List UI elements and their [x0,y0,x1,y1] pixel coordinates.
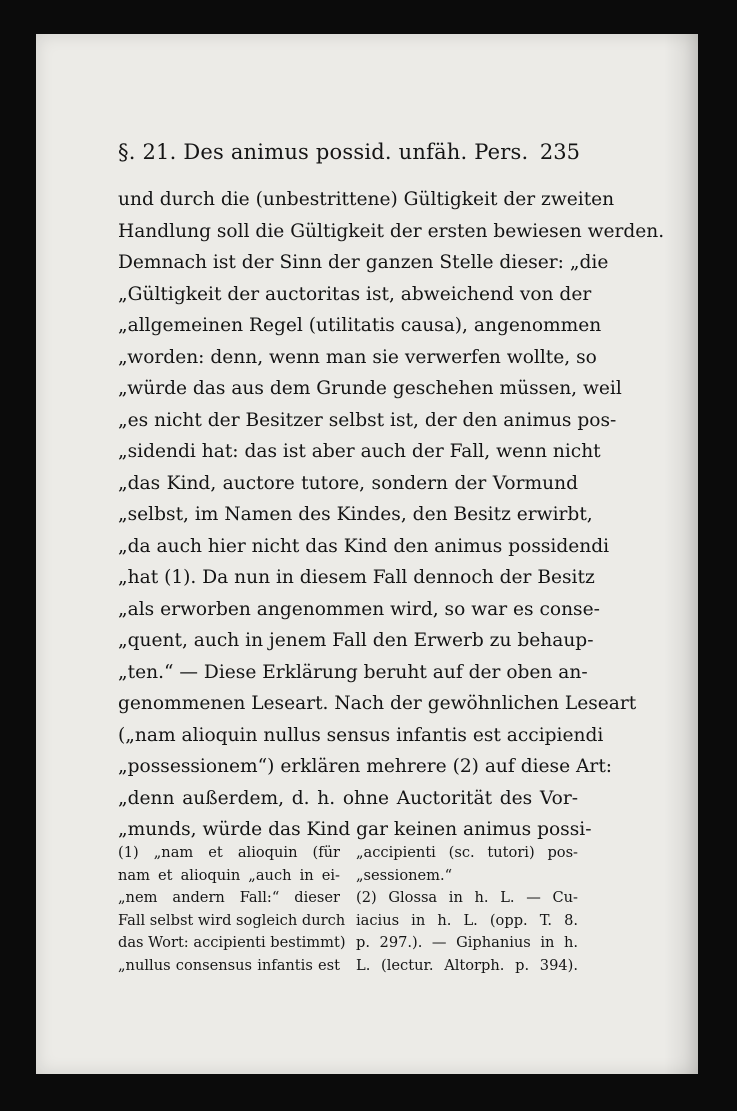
page-number: 235 [539,140,580,164]
body-line: „hat (1). Da nun in diesem Fall dennoch der Besitz [118,567,595,588]
body-line: „als erworben angenommen wird, so war es conse- [118,598,600,620]
footnote-line: p. 297.). — Giphanius in h. [356,934,578,952]
page-fold-shadow [664,34,698,1074]
body-line: („nam alioquin nullus sensus infantis est accipiendi [118,724,604,746]
body-line: „Gültigkeit der auctoritas ist, abweichend von der [118,283,592,305]
footnote-line: L. (lectur. Altorph. p. 394). [356,956,578,974]
body-line: „ten.“ — Diese Erklärung beruht auf der oben an- [118,661,588,683]
body-line: „selbst, im Namen des Kindes, den Besitz erwirbt, [118,504,593,525]
body-line: „würde das aus dem Grunde geschehen müssen, weil [118,378,622,399]
body-line: und durch die (unbestrittene) Gültigkeit der zweiten [118,189,615,210]
footnote-line: „accipienti (sc. tutori) pos- [356,844,578,861]
body-line: „possessionem“) erklären mehrere (2) auf diese Art: [118,756,613,777]
book-page [36,34,698,1074]
body-line: genommenen Leseart. Nach der gewöhnlichen Leseart [118,693,637,714]
body-line: „quent, auch in jenem Fall den Erwerb zu behaup- [118,630,594,651]
body-line: „allgemeinen Regel (utilitatis causa), angenommen [118,315,602,336]
footnote-line: (2) Glossa in h. L. — Cu- [356,889,578,907]
body-line: Demnach ist der Sinn der ganzen Stelle dieser: „die [118,252,609,273]
footnote-line: nam et alioquin „auch in ei- [118,866,340,884]
body-line: Handlung soll die Gültigkeit der ersten bewiesen werden. [118,220,665,242]
footnote-line: „sessionem.“ [356,866,453,884]
footnote-line: „nullus consensus infantis est [118,956,340,974]
footnote-line: iacius in h. L. (opp. T. 8. [356,911,578,929]
body-line: „es nicht der Besitzer selbst ist, der den animus pos- [118,409,617,431]
body-line: „worden: denn, wenn man sie verwerfen wollte, so [118,346,597,368]
footnote-line: „nem andern Fall:“ dieser [118,889,340,907]
body-line: „sidendi hat: das ist aber auch der Fall, wenn nicht [118,441,601,462]
footnote-column-left [118,842,346,978]
body-text [118,184,665,846]
body-line: „da auch hier nicht das Kind den animus possidendi [118,535,610,557]
body-line: „munds, würde das Kind gar keinen animus possi- [118,819,592,840]
footnote-line: das Wort: accipienti bestimmt) [118,934,346,952]
running-header [118,140,580,164]
footnote-line: (1) „nam et alioquin (für [118,844,340,861]
body-line: „denn außerdem, d. h. ohne Auctorität des Vor- [118,787,578,809]
running-title: §. 21. Des animus possid. unfäh. Pers. [118,140,529,164]
footnote-line: Fall selbst wird sogleich durch [118,911,346,929]
footnotes [118,842,578,978]
body-line: „das Kind, auctore tutore, sondern der Vormund [118,472,578,494]
footnote-column-right [356,842,578,978]
